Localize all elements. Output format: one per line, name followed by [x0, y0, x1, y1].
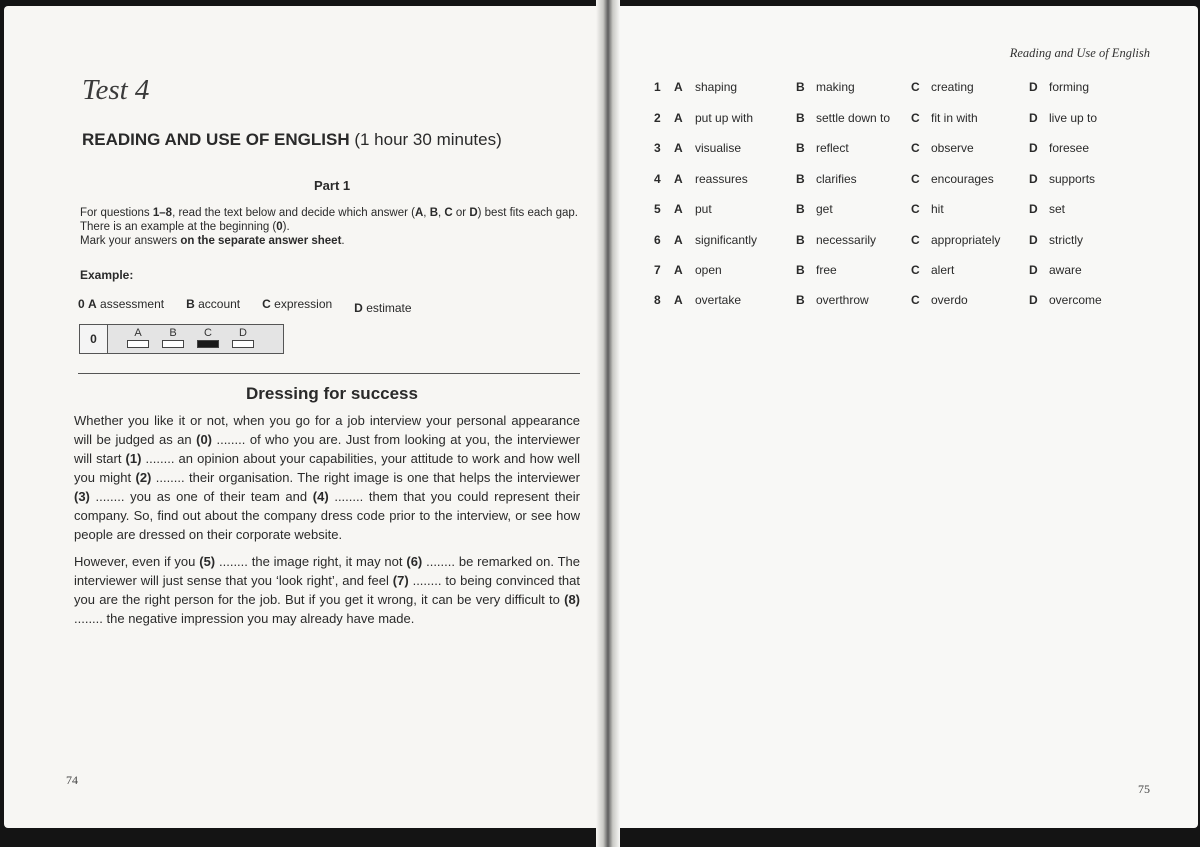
- answer-slot-d: D: [232, 327, 254, 348]
- question-row-4: 4 A reassures B clarifies C encourages D supports: [654, 172, 1096, 186]
- passage-text: ........ be remarked on. The interviewer will just sense that you ‘look right’, and feel: [74, 554, 580, 588]
- passage-text: ........ the image right, it may not: [215, 554, 407, 569]
- gap-number: (8): [564, 592, 580, 607]
- test-title: Test 4: [82, 74, 150, 106]
- page-number-left: 74: [66, 773, 78, 787]
- divider: [78, 373, 580, 374]
- instruction-line-2: There is an example at the beginning (0).: [80, 221, 290, 233]
- passage-text: ........ of who you are. Just from looking at you, the interviewer will start: [74, 432, 580, 466]
- section-title: [82, 130, 502, 150]
- gap-number: (6): [406, 554, 423, 569]
- book-spine: [596, 0, 620, 847]
- instruction-line-1: For questions 1–8, read the text below and decide which answer (A, B, C or D) best fits each gap.: [80, 207, 579, 219]
- gap-number: (7): [392, 573, 409, 588]
- example-label: Example:: [80, 268, 134, 282]
- passage: [74, 411, 580, 636]
- answer-mark-d: [232, 340, 254, 348]
- question-row-7: 7 A open B free C alert D aware: [654, 263, 1082, 277]
- example-option-a: 0 A assessment: [78, 297, 165, 311]
- instruction-line-3: Mark your answers on the separate answer sheet.: [80, 235, 345, 247]
- question-row-6: 6 A significantly B necessarily C appropriately D strictly: [654, 233, 1083, 247]
- question-row-3: 3 A visualise B reflect C observe D foresee: [654, 141, 1090, 155]
- example-option-b: B account: [186, 297, 241, 311]
- passage-text: However, even if you: [74, 554, 200, 569]
- passage-text: ........ you as one of their team and: [89, 489, 313, 504]
- left-page: [4, 6, 604, 828]
- gap-number: (3): [74, 489, 90, 504]
- question-row-1: 1 A shaping B making C creating D forming: [654, 80, 1090, 94]
- answer-slot-c: C: [197, 327, 219, 348]
- passage-text: ........ an opinion about your capabilities, your attitude to work and how well you might: [74, 451, 580, 485]
- passage-title: Dressing for success: [246, 384, 418, 403]
- passage-text: Whether you like it or not, when you go for a job interview your personal appearance will be judged as an: [74, 413, 580, 447]
- question-row-2: 2 A put up with B settle down to C fit in with D live up to: [654, 111, 1098, 125]
- passage-text: ........ their organisation. The right image is one that helps the interviewer: [151, 470, 580, 485]
- question-row-8: 8 A overtake B overthrow C overdo D overcome: [654, 293, 1102, 307]
- section-title-main: READING AND USE OF ENGLISH: [82, 130, 350, 149]
- answer-mark-a: [127, 340, 149, 348]
- answer-mark-c: [197, 340, 219, 348]
- running-header: Reading and Use of English: [1009, 46, 1150, 60]
- example-option-c: C expression: [262, 297, 333, 311]
- answer-slot-b: B: [162, 327, 184, 348]
- gap-number: (1): [125, 451, 142, 466]
- passage-paragraph-2: [74, 552, 580, 628]
- section-title-duration: (1 hour 30 minutes): [354, 130, 502, 149]
- passage-paragraph-1: [74, 411, 580, 544]
- answer-slot-a: A: [127, 327, 149, 348]
- passage-text: ........ the negative impression you may already have made.: [74, 611, 415, 626]
- passage-text: ........ to being convinced that you are the right person for the job. But if you get it wrong, it can be very difficult to: [74, 573, 581, 607]
- gap-number: (2): [135, 470, 152, 485]
- question-row-5: 5 A put B get C hit D set: [654, 202, 1066, 216]
- page-number-right: 75: [1138, 782, 1150, 796]
- answer-box-number: 0: [80, 325, 108, 353]
- answer-mark-b: [162, 340, 184, 348]
- gap-number: (0): [196, 432, 212, 447]
- passage-text: ........ them that you could represent their company. So, find out about the company dress code prior to the interview, or see how people are dressed on their corporate website.: [74, 489, 580, 542]
- part-title: Part 1: [314, 178, 351, 193]
- instructions: [80, 206, 590, 248]
- gap-number: (5): [199, 554, 216, 569]
- example-option-d: D estimate: [354, 301, 412, 315]
- example-options: [78, 297, 434, 315]
- gap-number: (4): [312, 489, 329, 504]
- example-answer-box: [79, 324, 284, 354]
